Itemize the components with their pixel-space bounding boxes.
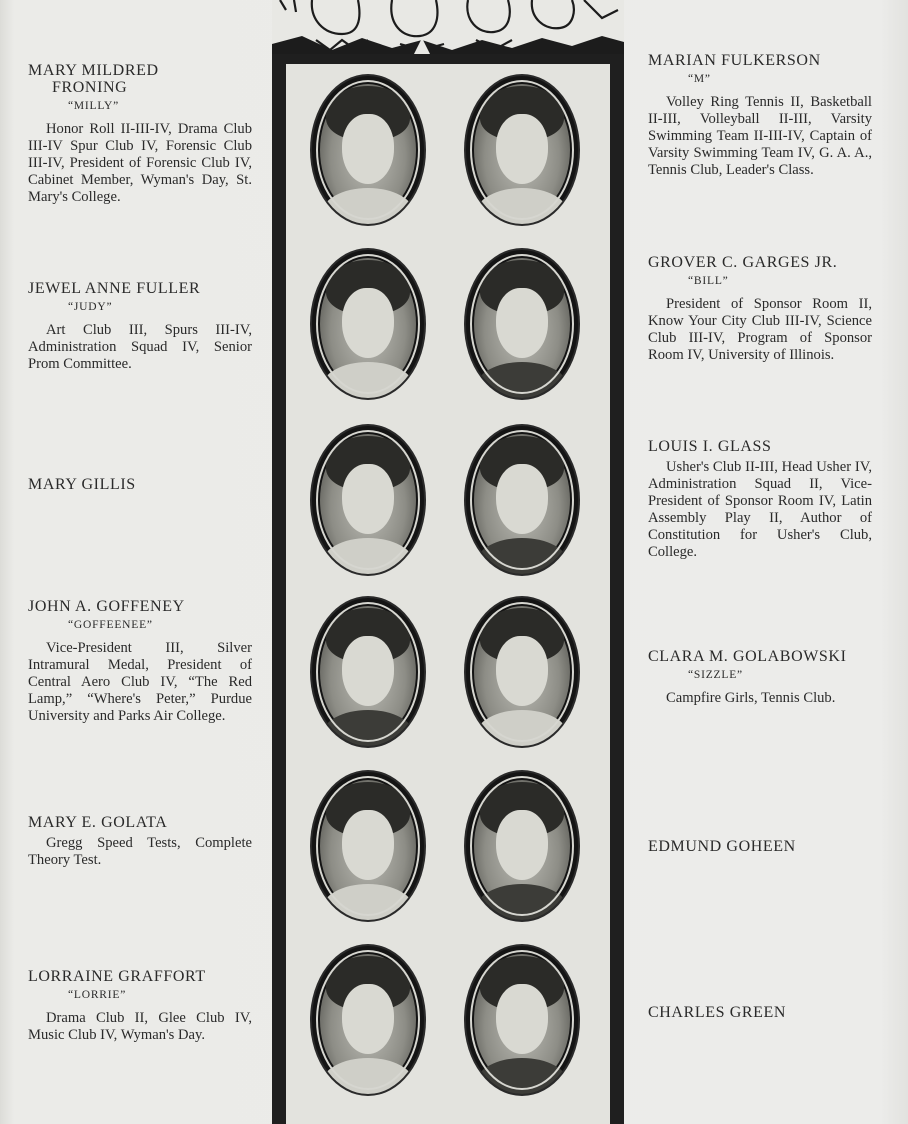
student-activities: President of Sponsor Room II, Know Your City Club III-IV, Science Club III-IV, Program of Sponsor Room IV, University of Illinois. <box>648 296 872 363</box>
student-nickname: “GOFFEENEE” <box>68 619 153 631</box>
senior-entry <box>648 254 872 364</box>
senior-entry <box>28 968 252 1044</box>
cartoon-faces-illustration <box>272 0 624 54</box>
student-activities: Drama Club II, Glee Club IV, Music Club IV, Wyman's Day. <box>28 1010 252 1043</box>
senior-entry <box>648 838 872 855</box>
portrait-photo <box>312 250 424 398</box>
portrait-photo <box>312 946 424 1094</box>
student-nickname: “M” <box>688 73 711 85</box>
student-nickname: “BILL” <box>688 275 729 287</box>
senior-entry <box>28 598 252 725</box>
student-name: MARY E. GOLATA <box>28 814 168 831</box>
student-activities: Vice-President III, Silver Intramural Medal, President of Central Aero Club IV, “The Red Lamp,” “Where's Peter,” Purdue University and Parks Air College. <box>28 640 252 724</box>
senior-entry <box>28 280 252 373</box>
portrait-photo <box>466 426 578 574</box>
portrait-strip <box>272 0 624 1124</box>
student-nickname: “SIZZLE” <box>688 669 743 681</box>
student-activities: Honor Roll II-III-IV, Drama Club III-IV Spur Club IV, Forensic Club III-IV, President of Forensic Club IV, Cabinet Member, Wyman's Day, St. Mary's College. <box>28 121 252 205</box>
student-name: CLARA M. GOLABOWSKI <box>648 648 847 665</box>
student-name: LORRAINE GRAFFORT <box>28 968 206 985</box>
student-activities: Usher's Club II-III, Head Usher IV, Administration Squad II, Vice-President of Sponsor Room IV, Latin Assembly Play II, Author of Constitution for Usher's Club, College. <box>648 459 872 560</box>
portrait-photo <box>466 772 578 920</box>
senior-entry <box>648 438 872 561</box>
student-nickname: “MILLY” <box>68 100 120 112</box>
senior-entry <box>648 648 872 707</box>
portrait-photo <box>466 250 578 398</box>
student-name: MARY MILDRED <box>28 62 159 79</box>
student-name-continued: FRONING <box>52 79 128 96</box>
portrait-photo <box>312 76 424 224</box>
student-name: LOUIS I. GLASS <box>648 438 772 455</box>
portrait-photo <box>312 598 424 746</box>
senior-entry <box>648 52 872 179</box>
student-activities: Campfire Girls, Tennis Club. <box>666 690 836 706</box>
senior-entry <box>648 1004 872 1021</box>
student-name: JOHN A. GOFFENEY <box>28 598 185 615</box>
student-activities: Art Club III, Spurs III-IV, Administration Squad IV, Senior Prom Committee. <box>28 322 252 372</box>
senior-entry <box>28 62 252 206</box>
student-activities: Gregg Speed Tests, Complete Theory Test. <box>28 835 252 868</box>
cartoon-header <box>272 0 624 54</box>
student-name: GROVER C. GARGES JR. <box>648 254 838 271</box>
senior-entry <box>28 814 252 869</box>
student-name: CHARLES GREEN <box>648 1004 787 1021</box>
student-name: MARY GILLIS <box>28 476 136 493</box>
portrait-photo <box>466 76 578 224</box>
portrait-photo <box>312 426 424 574</box>
student-name: EDMUND GOHEEN <box>648 838 796 855</box>
student-name: JEWEL ANNE FULLER <box>28 280 201 297</box>
student-nickname: “JUDY” <box>68 301 113 313</box>
student-name: MARIAN FULKERSON <box>648 52 821 69</box>
portrait-panel <box>286 64 610 1124</box>
student-nickname: “LORRIE” <box>68 989 127 1001</box>
student-activities: Volley Ring Tennis II, Basketball II-III, Volleyball II-III, Varsity Swimming Team II-III-IV, Captain of Varsity Swimming Team IV, G. A. A., Tennis Club, Leader's Class. <box>648 94 872 178</box>
senior-entry <box>28 476 252 493</box>
portrait-photo <box>466 946 578 1094</box>
portrait-photo <box>312 772 424 920</box>
portrait-photo <box>466 598 578 746</box>
